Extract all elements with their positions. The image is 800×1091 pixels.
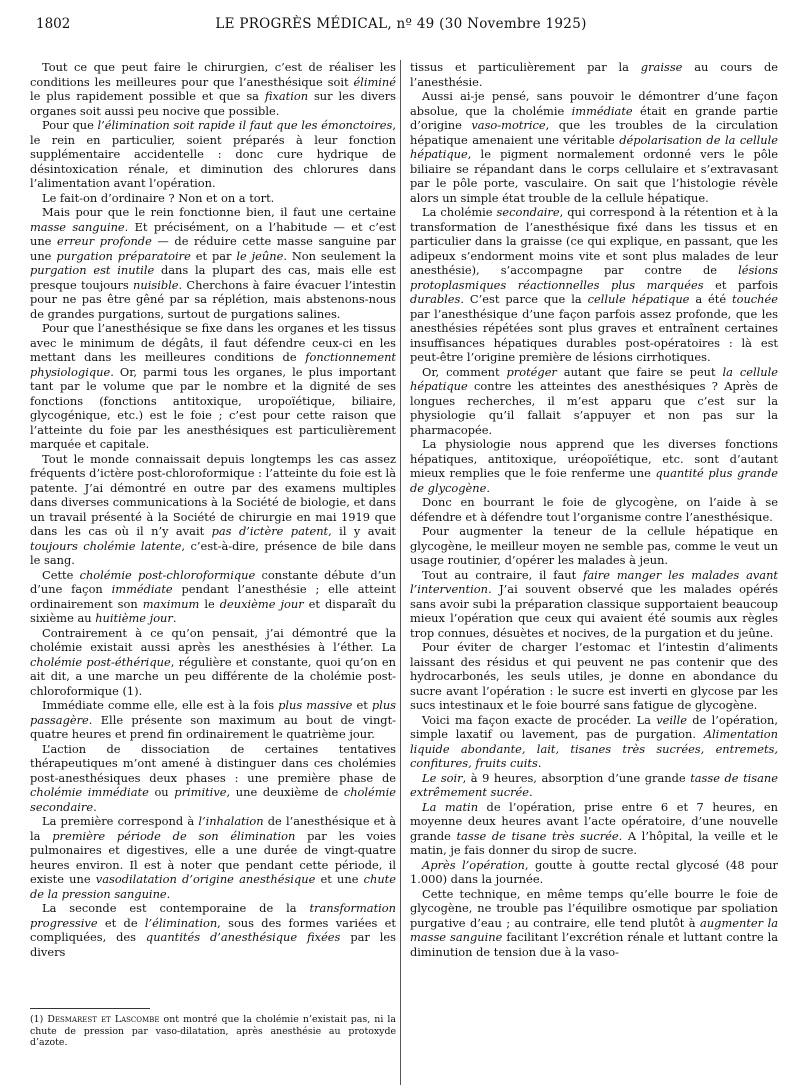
italic-text: nuisible bbox=[133, 277, 179, 292]
italic-text: vaso-motrice bbox=[471, 118, 546, 132]
paragraph bbox=[30, 814, 396, 901]
italic-text: erreur profonde bbox=[57, 234, 152, 248]
text-run: La cholémie bbox=[422, 205, 497, 219]
text-run: Aussi ai-je pensé, sans pouvoir le démontrer d’une façon absolue, que la cholémie bbox=[410, 89, 778, 118]
italic-text: faire manger les malades avant l’intervention bbox=[410, 567, 778, 596]
italic-text: tasse de tisane très sucrée bbox=[456, 828, 619, 843]
text-run: et bbox=[352, 698, 372, 712]
text-run: Tout ce que peut faire le chirurgien, c’est de réaliser les conditions les meilleures pour que l’anesthésique soit bbox=[30, 60, 396, 89]
text-run: a été bbox=[689, 292, 733, 306]
text-run: était en grande partie d’origine bbox=[410, 103, 778, 132]
text-run: , à 9 heures, absorption d’une grande bbox=[462, 770, 691, 785]
text-run: pendant l’anesthésie ; elle atteint ordinairement son bbox=[30, 582, 396, 611]
text-run: . bbox=[529, 785, 533, 799]
text-run: sur les divers organes soit aussi peu nocive que possible. bbox=[30, 89, 396, 118]
text-run: par l’anesthésique d’une façon parfois assez profonde, que les anesthésies répétées sont plus graves et entraînent certaines insuffisances hépatiques durables post-opératoires : là est peut-être l’origine première de lésions cirrhotiques. bbox=[410, 306, 778, 364]
paragraph bbox=[410, 437, 778, 495]
italic-text: veille bbox=[656, 712, 688, 727]
column-divider bbox=[400, 60, 401, 1085]
italic-text: fixation bbox=[264, 89, 309, 103]
paragraph bbox=[30, 321, 396, 452]
italic-text: huitième jour bbox=[95, 611, 173, 625]
paragraph bbox=[410, 858, 778, 887]
text-run: au cours de l’anesthésie. bbox=[410, 60, 779, 89]
text-run: Le fait-on d’ordinaire ? Non et on a tort. bbox=[42, 190, 275, 205]
text-run: de l’opération, simple laxatif ou lavement, pas de purgation. bbox=[410, 712, 778, 741]
italic-text: pas d’ictère patent bbox=[211, 524, 329, 538]
italic-text: Alimentation liquide abondante, lait, tisanes très sucrées, entremets, confitures, fruits cuits bbox=[410, 727, 778, 770]
text-run: . Elle présente son maximum au bout de vingt-quatre heures et prend fin ordinairement le quatrième jour. bbox=[30, 712, 396, 741]
italic-text: purgation est inutile bbox=[30, 263, 155, 277]
text-run: autant que faire se peut bbox=[556, 364, 723, 379]
paragraph bbox=[410, 713, 778, 771]
text-run: Mais pour que le rein fonctionne bien, il faut une certaine bbox=[42, 205, 396, 219]
text-run: Cette bbox=[42, 567, 80, 582]
italic-text: primitive bbox=[174, 785, 227, 799]
italic-text: toujours cholémie latente bbox=[30, 538, 182, 553]
italic-text: immédiate bbox=[111, 582, 173, 596]
text-run: La première correspond à bbox=[42, 814, 199, 828]
text-run: , le rein en particulier, soient préparés à leur fonction supplémentaire accidentelle : donc cure hydrique de désintoxication rénale, et diminution des chlorures dans l’alimentation avant l’opération. bbox=[30, 118, 396, 190]
italic-text: transformation progressive bbox=[30, 901, 396, 930]
italic-text: le jeûne bbox=[236, 248, 284, 263]
italic-text: maximum bbox=[142, 596, 200, 611]
italic-text: lésions protoplasmiques réactionnelles plus marquées bbox=[410, 263, 778, 292]
text-run: . Cherchons à faire évacuer l’intestin pour ne pas être gêné par sa réplétion, mais abstenons-nous de grandes purgations, surtout de purgations salines. bbox=[30, 277, 396, 321]
text-run: , régulière et constante, quoi qu’on en ait dit, a une marche un peu différente de la cholémie post-chloroformique (1). bbox=[30, 654, 396, 698]
text-run: , c’est-à-dire, présence de bile dans le sang. bbox=[30, 538, 396, 567]
paragraph bbox=[30, 118, 396, 191]
text-run: de l’opération, prise entre 6 et 7 heures, en moyenne deux heures avant l’acte opératoire, d’une nouvelle grande bbox=[410, 799, 778, 843]
italic-text: cholémie post-éthérique bbox=[30, 654, 171, 669]
italic-text: deuxième jour bbox=[219, 596, 304, 611]
text-run: . bbox=[172, 611, 177, 625]
text-run: contre les atteintes des anesthésiques ? Après de longues recherches, il m’est apparu que c’est sur la physiologie qu’il fallait s’appuyer et non pas sur la pharmacopée. bbox=[410, 379, 778, 437]
italic-text: cholémie immédiate bbox=[30, 785, 149, 799]
italic-text: cellule hépatique bbox=[587, 292, 690, 306]
text-run: . Non seulement la bbox=[283, 248, 396, 263]
text-run: . C’est parce que la bbox=[460, 292, 588, 306]
text-run: , goutte à goutte rectal glycosé (48 pour 1.000) dans la journée. bbox=[410, 857, 778, 886]
paragraph bbox=[410, 205, 778, 365]
page-number: 1802 bbox=[36, 16, 71, 32]
text-run: et disparaît du sixième au bbox=[30, 596, 396, 625]
paragraph bbox=[410, 524, 778, 568]
left-column bbox=[30, 60, 396, 959]
italic-text: l’inhalation bbox=[198, 814, 264, 828]
italic-text: l’élimination soit rapide il faut que les émonctoires bbox=[97, 118, 393, 132]
paragraph bbox=[410, 365, 778, 438]
text-run: et parfois bbox=[703, 277, 778, 292]
text-run: Cette technique, en même temps qu’elle bourre le foie de glycogène, ne trouble pas l’équilibre osmotique par spoliation purgative d’eau ; au contraire, elle tend plutôt à bbox=[410, 886, 778, 930]
italic-text: secondaire bbox=[496, 205, 560, 219]
footnote-rule bbox=[30, 1008, 150, 1009]
text-run: . Or, parmi tous les organes, le plus important tant par le volume que par le nombre et la dignité de ses fonctions (fonctions antitoxique, uropoïétique, biliaire, glycogénique, etc.) est le foie ; c’est pour cette raison que l’atteinte du foie par les anesthésiques est particulièrement marquée et capitale. bbox=[30, 364, 396, 451]
text-run: . bbox=[166, 886, 171, 901]
text-run: Donc en bourrant le foie de glycogène, on l’aide à se défendre et à défendre tout l’organisme contre l’anesthésique. bbox=[410, 495, 778, 524]
paragraph bbox=[410, 60, 778, 89]
paragraph bbox=[410, 771, 778, 800]
italic-text: Le soir bbox=[422, 770, 463, 785]
footnote-marker: (1) bbox=[30, 1014, 44, 1025]
italic-text: éliminé bbox=[353, 74, 396, 89]
text-run: , qui correspond à la rétention et à la transformation de l’anesthésique fixé dans les tissus et en particulier dans la graisse (ce qui explique, en passant, que les adipeux s’endorment moins vite et sont plus malades de leur anesthésie), s’accompagne par contre de bbox=[410, 205, 778, 277]
text-run: , que les troubles de la circulation hépatique amenaient une véritable bbox=[410, 118, 778, 147]
italic-text: cholémie post-chloroformique bbox=[79, 567, 256, 582]
paragraph bbox=[410, 568, 778, 641]
italic-text: fonctionnement physiologique bbox=[30, 350, 396, 379]
italic-text: quantités d’anesthésique fixées bbox=[145, 930, 341, 944]
italic-text: l’élimination bbox=[144, 915, 218, 930]
text-run: par les voies pulmonaires et digestives, elle a une durée de vingt-quatre heures environ. Il est à noter que pendant cette période, il existe une bbox=[30, 828, 396, 886]
text-run: Pour éviter de charger l’estomac et l’intestin d’aliments laissant des résidus et qui peuvent ne pas contenir que des hydrocarbonés, les seuls utiles, je donne en abondance du sucre avant l’opération : le sucre est inverti en glycose par les sucs intestinaux et le foie bourré sans fatigue de glycogène. bbox=[410, 640, 778, 712]
text-run: , sous des formes variées et compliquées, des bbox=[30, 915, 396, 944]
text-run: Voici ma façon exacte de procéder. La bbox=[422, 712, 657, 727]
italic-text: durables bbox=[410, 292, 461, 306]
paragraph bbox=[30, 205, 396, 321]
text-run: de l’anesthésique et à la bbox=[30, 814, 396, 843]
italic-text: cholémie secondaire bbox=[30, 785, 396, 814]
text-run: tissus et particulièrement par la bbox=[410, 60, 641, 74]
italic-text: La matin bbox=[422, 799, 479, 814]
footnote-authors: Desmarest et Lascombe bbox=[47, 1014, 160, 1025]
italic-text: vasodilatation d’origine anesthésique bbox=[95, 872, 316, 886]
text-run: Pour que l’anesthésique se fixe dans les organes et les tissus avec le minimum de dégâts, il faut défendre ceux-ci en les mettant dans les meilleures conditions de bbox=[30, 321, 396, 364]
text-run: Or, comment bbox=[422, 364, 507, 379]
text-run: et une bbox=[315, 872, 364, 886]
paragraph bbox=[30, 191, 396, 206]
italic-text: quantité plus grande de glycogène bbox=[410, 466, 778, 495]
paragraph bbox=[30, 626, 396, 699]
italic-text: plus massive bbox=[278, 698, 353, 712]
italic-text: première période de son élimination bbox=[52, 828, 296, 843]
text-run: ou bbox=[148, 785, 175, 799]
text-run: . J’ai souvent observé que les malades opérés sans avoir subi la préparation classique supportaient beaucoup mieux l’opération que ceux qui avaient été soumis aux règles trop connues, désuètes et nocives, de la purgation et du jeûne. bbox=[410, 582, 778, 640]
paragraph bbox=[30, 901, 396, 959]
text-run: et de bbox=[97, 915, 145, 930]
italic-text: graisse bbox=[640, 60, 683, 74]
paragraph bbox=[410, 89, 778, 205]
paragraph bbox=[30, 568, 396, 626]
right-column bbox=[410, 60, 778, 959]
text-run: . bbox=[93, 799, 97, 814]
text-run: La seconde est contemporaine de la bbox=[42, 901, 310, 915]
text-run: — de réduire cette masse sanguine par une bbox=[30, 234, 396, 263]
italic-text: Après l’opération bbox=[422, 857, 525, 872]
text-run: . Et précisément, on a l’habitude — et c’est une bbox=[30, 219, 396, 248]
text-run: . A l’hôpital, la veille et le matin, je fais donner du sirop de sucre. bbox=[410, 828, 778, 857]
text-run: et par bbox=[190, 248, 237, 263]
text-run: L’action de dissociation de certaines tentatives thérapeutiques m’ont amené à distinguer dans ces cholémies post-anesthésiques deux phases : une première phase de bbox=[30, 741, 396, 785]
text-run: . bbox=[486, 480, 490, 495]
text-run: le bbox=[199, 596, 220, 611]
running-title: LE PROGRÈS MÉDICAL, nº 49 (30 Novembre 1925) bbox=[215, 16, 587, 32]
italic-text: dépolarisation de la cellule hépatique bbox=[410, 132, 778, 161]
text-run: La physiologie nous apprend que les diverses fonctions hépatiques, antitoxique, uréopoïétique, etc. sont d’autant mieux remplies que le foie renferme une bbox=[410, 437, 778, 480]
text-run: Pour que bbox=[42, 118, 98, 132]
paragraph bbox=[410, 495, 778, 524]
text-run: Pour augmenter la teneur de la cellule hépatique en glycogène, le meilleur moyen ne semble pas, comme le veut un usage routinier, d’opérer les malades à jeun. bbox=[410, 524, 778, 567]
italic-text: touchée bbox=[732, 292, 778, 306]
paragraph bbox=[30, 60, 396, 118]
text-run: Tout le monde connaissait depuis longtemps les cas assez fréquents d’ictère post-chloroformique : l’atteinte du foie est là patente. J’ai démontré en outre par des examens multiples dans diverses communications à la Société de biologie, et dans un travail présenté à la Société de chirurgie en mai 1919 que dans les cas où il n’y avait bbox=[30, 451, 396, 538]
italic-text: immédiate bbox=[571, 103, 633, 118]
paragraph bbox=[30, 742, 396, 815]
paragraph bbox=[410, 887, 778, 960]
text-run: par les divers bbox=[30, 930, 397, 959]
italic-text: protéger bbox=[506, 364, 557, 379]
text-run: constante débute d’un d’une façon bbox=[30, 567, 396, 596]
page-header bbox=[24, 16, 778, 36]
text-run: . bbox=[537, 756, 542, 770]
italic-text: purgation préparatoire bbox=[56, 248, 191, 263]
italic-text: la cellule hépatique bbox=[410, 364, 779, 393]
text-run: facilitant l’excrétion rénale et luttant contre la diminution de tension due à la vaso- bbox=[410, 930, 779, 959]
paragraph bbox=[30, 452, 396, 568]
footnote bbox=[30, 1014, 396, 1049]
italic-text: tasse de tisane extrêmement sucrée bbox=[410, 770, 779, 799]
text-run: Tout au contraire, il faut bbox=[422, 567, 584, 582]
text-run: , une deuxième de bbox=[226, 785, 344, 799]
italic-text: chute de la pression sanguine bbox=[30, 872, 396, 901]
italic-text: plus passagère bbox=[30, 698, 397, 727]
text-run: le plus rapidement possible et que sa bbox=[30, 89, 265, 103]
italic-text: masse sanguine bbox=[30, 219, 125, 234]
paragraph bbox=[410, 640, 778, 713]
text-run: dans la plupart des cas, mais elle est presque toujours bbox=[30, 263, 396, 292]
text-run: Immédiate comme elle, elle est à la fois bbox=[42, 698, 279, 712]
paragraph bbox=[30, 698, 396, 742]
italic-text: augmenter la masse sanguine bbox=[410, 915, 778, 944]
paragraph bbox=[410, 800, 778, 858]
text-run: Contrairement à ce qu’on pensait, j’ai démontré que la cholémie existait aussi après les anesthésies à l’éther. La bbox=[30, 625, 396, 654]
text-run: , il y avait bbox=[328, 524, 396, 538]
text-run: , le pigment normalement ordonné vers le pôle biliaire se répandant dans le corps cellulaire et s’extravasant par le pôle porte, vasculaire. On sait que l’histologie révèle alors un simple état trouble de la cellule hépatique. bbox=[410, 147, 778, 205]
footnote-text: ont montré que la cholémie n’existait pas, ni la chute de pression par vaso-dilatation, après anesthésie au protoxyde d’azote. bbox=[30, 1014, 397, 1048]
